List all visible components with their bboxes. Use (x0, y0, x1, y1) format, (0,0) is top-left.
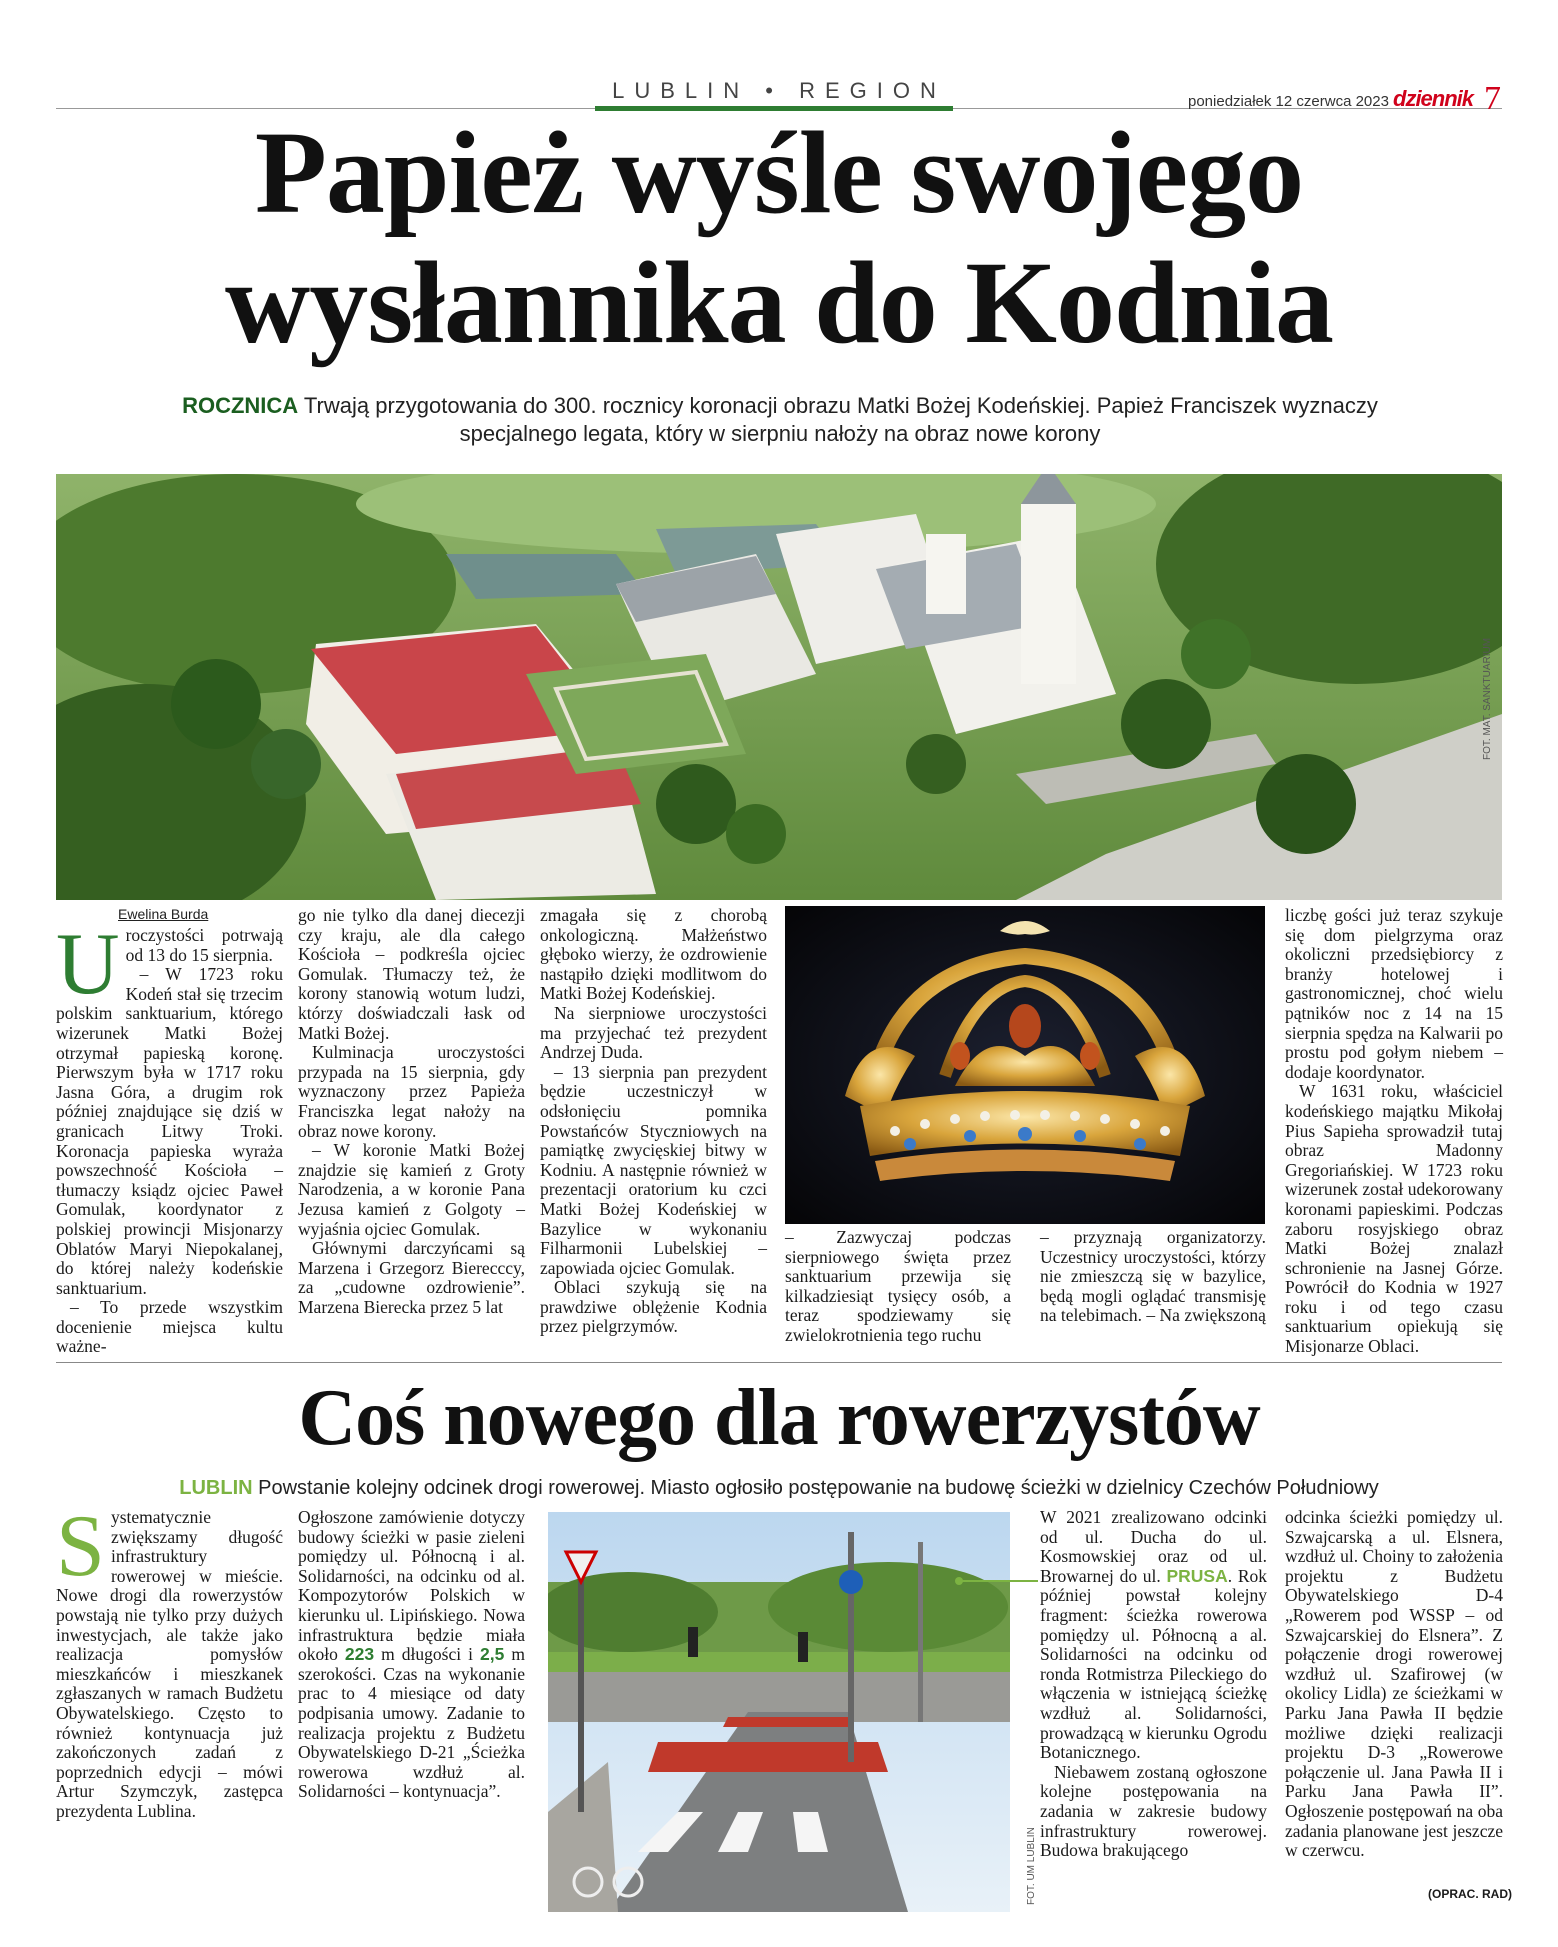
photo-credit: FOT. UM LUBLIN (1026, 1827, 1037, 1905)
byline: Ewelina Burda (118, 906, 209, 922)
paragraph: Niebawem zostaną ogłoszone kolejne postępowania na zadania w zakresie budowy infrastruktury rowerowej. Budowa brakującego (1040, 1761, 1267, 1861)
callout-line (960, 1580, 1038, 1582)
paragraph: – 13 sierpnia pan prezydent będzie uczestniczył w odsłonięciu pomnika Powstańców Styczniowych na pamiątkę zwycięskiej bitwy w Kodniu. A następnie również w prezentacji oratorium ku czci Matki Bożej Kodeńskiej w Bazylice w wykonaniu Filharmonii Lubelskiej – zapowiada ojciec Gomulak. (540, 1061, 767, 1278)
paragraph: Oblaci szykują się na prawdziwe oblężenie Kodnia przez pielgrzymów. (540, 1277, 767, 1337)
lead-kicker: LUBLIN (179, 1477, 253, 1499)
paragraph: W 1631 roku, właściciel kodeńskiego majątku Mikołaj Pius Sapieha sprowadził tutaj obraz Madonny Gregoriańskiej. W 1723 roku wizerunek został udekorowany koronami papieskimi. Podczas zaboru rosyjskiego obraz Matki Bożej znalazł schronienie na Jasnej Górze. Powrócił do Kodnia w 1927 roku i od tego czasu sanktuarium opiekują się Misjonarze Oblaci. (1285, 1081, 1503, 1357)
article1-column-1 (56, 916, 283, 1357)
paragraph: – W 1723 roku Kodeń stał się trzecim polskim sanktuarium, którego wizerunek Matki Bożej otrzymał papieską koronę. Pierwszym była w 1717 roku Jasna Góra, a drugim rok później znajdujące się dziś w granicach Litwy Troki. Koronacja papieska wyraża powszechność Kościoła – tłumaczy ksiądz ojciec Paweł Gomulak, koordynator z polskiej prowincji Misjonarzy Oblatów Maryi Niepokalanej, do której należy kodeńskie sanktuarium. (56, 964, 283, 1298)
article2-column-4 (1285, 1508, 1503, 1908)
newspaper-logo: dziennik (1393, 86, 1474, 111)
headline-article-2: Coś nowego dla rowerzystów (298, 1374, 1260, 1462)
article2-column-1 (56, 1498, 283, 1908)
article1-column-4 (785, 1228, 1011, 1358)
text-run: W 2021 zrealizowano odcinki od ul. Ducha do ul. Kosmowskiej oraz od ul. Browarnej do ul. (1040, 1507, 1267, 1586)
paragraph: Głównymi darczyńcami są Marzena i Grzegorz Bierecccy, za „cudowne ozdrowienie”. Marzena Bierecka przez 5 lat (298, 1238, 525, 1317)
lead-text-1: Trwają przygotowania do 300. rocznicy koronacji obrazu Matki Bożej Kodeńskiej. Papież Franciszek wyznaczy (298, 393, 1378, 418)
article1-column-2 (298, 906, 525, 1356)
photo-credit: FOT. MAT. SANKTUARIUM (1482, 637, 1493, 760)
paragraph (298, 1508, 525, 1802)
dropcap: S (56, 1498, 105, 1595)
length-value: 223 (344, 1644, 375, 1665)
headline-line-1: Papież wyśle swojego (254, 107, 1304, 238)
issue-date: poniedziałek 12 czerwca 2023 (1188, 93, 1389, 110)
bike-path-photo (548, 1512, 1010, 1912)
text-run: m długości i (374, 1644, 481, 1665)
section-label: LUBLIN • REGION (612, 78, 946, 103)
article2-column-3 (1040, 1508, 1267, 1908)
article1-column-3 (540, 906, 767, 1356)
article2-lead (56, 1474, 1502, 1502)
article1-column-6 (1285, 906, 1503, 1356)
dropcap: U (56, 916, 120, 1013)
paragraph: liczbę gości już teraz szykuje się dom pielgrzyma oraz okoliczni przedsiębiorcy z branży hotelowej i gastronomicznej, choć wielu pątników noc z 14 na 15 sierpnia spędza na Kalwarii po prostu pod gołym niebem – dodaje koordynator. (1285, 905, 1503, 1082)
article2-column-2 (298, 1508, 525, 1908)
paragraph: Kulminacja uroczystości przypada na 15 sierpnia, gdy wyznaczony przez Papieża Franciszka legat nałoży na obraz nowe korony. (298, 1042, 525, 1141)
paragraph: zmagała się z chorobą onkologiczną. Małżeństwo głęboko wierzy, że ozdrowienie nastąpiło dzięki modlitwom do Matki Bożej Kodeńskiej. (540, 905, 767, 1004)
paragraph: – Zazwyczaj podczas sierpniowego święta przez sanktuarium przewija się kilkadziesiąt tysięcy osób, a teraz spodziewamy się zwielokrotnienia tego ruchu (785, 1227, 1011, 1345)
headline-line-2: wysłannika do Kodnia (224, 237, 1334, 368)
paragraph (1040, 1508, 1267, 1763)
text-run: Ogłoszone zamówienie dotyczy budowy ścieżki w pasie zieleni pomiędzy ul. Północną i al. Solidarności, na odcinku od al. Kompozytorów Polskich w kierunku ul. Lipińskiego. Nowa infrastruktura będzie miała około (298, 1507, 525, 1665)
paragraph: roczystości potrwają od 13 do 15 sierpnia. (125, 925, 283, 965)
paragraph: odcinka ścieżki pomiędzy ul. Szwajcarską a ul. Elsnera, wzdłuż ul. Choiny to założenia projektu z Budżetu Obywatelskiego D-4 „Rowerem pod WSSP – od Szwajcarskiej do Elsnera”. Z połączenie drogi rowerowej wzdłuż ul. Szafirowej (w okolicy Lidla) ze ścieżkami w Parku Jana Pawła II będzie możliwe dzięki realizacji projektu D-3 „Rowerowe połączenie ul. Jana Pawła II i Parku Jana Pawła II”. Ogłoszenie postępowań na oba zadania planowane jest jeszcze w czerwcu. (1285, 1507, 1503, 1861)
lead-kicker: ROCZNICA (182, 393, 299, 418)
text-run: . Rok później powstał kolejny fragment: ścieżka rowerowa pomiędzy ul. Północną a al. Solidarności na odcinku od ronda Rotmistrza Pileckiego do włączenia w istniejącą ścieżkę wzdłuż al. Solidarności, prowadzącą w kierunku Ogrodu Botanicznego. (1040, 1565, 1267, 1763)
aerial-photo-sanctuary (56, 474, 1502, 900)
paragraph: – To przede wszystkim docenienie miejsca kultu ważne- (56, 1297, 283, 1357)
paragraph: – przyznają organizatorzy. Uczestnicy uroczystości, którzy nie zmieszczą się w bazylice, będą mogli oglądać transmisję na telebimach. – Na zwiększoną (1040, 1227, 1266, 1326)
paragraph: – W koronie Matki Bożej znajdzie się kamień z Groty Narodzenia, a w koronie Pana Jezusa kamień z Golgoty – wyjaśnia ojciec Gomulak. (298, 1140, 525, 1239)
street-highlight: PRUSA (1166, 1565, 1228, 1586)
width-value: 2,5 (480, 1644, 505, 1665)
text-run: m szerokości. Czas na wykonanie prac to 4 miesiące od daty podpisania umowy. Zadanie to realizacja projektu z Budżetu Obywatelskiego D-21 „Ścieżka rowerowa wzdłuż al. Solidarności – kontynuacja”. (298, 1644, 525, 1802)
page-number: 7 (1484, 80, 1501, 117)
paragraph: Na sierpniowe uroczystości ma przyjechać też prezydent Andrzej Duda. (540, 1002, 767, 1063)
article-divider (56, 1362, 1502, 1363)
author-credit: (OPRAC. RAD) (1428, 1887, 1512, 1901)
paragraph: ystematycznie zwiększamy długość infrastruktury rowerowej w mieście. Nowe drogi dla rowerzystów powstają nie tylko przy dużych inwestycjach, ale także jako realizacja pomysłów mieszkańców i mieszkanek zgłaszanych w ramach Budżetu Obywatelskiego. Często to również kontynuacja już zakończonych zadań z poprzednich edycji – mówi Artur Szymczyk, zastępca prezydenta Lublina. (56, 1507, 283, 1821)
lead-text: Powstanie kolejny odcinek drogi rowerowej. Miasto ogłosiło postępowanie na budowę ścieżki w dzielnicy Czechów Południowy (252, 1477, 1379, 1499)
callout-dot (955, 1577, 963, 1585)
crown-photo (785, 906, 1265, 1224)
paragraph: go nie tylko dla danej diecezji czy kraju, ale dla całego Kościoła – podkreśla ojciec Gomulak. Tłumaczy też, że korony stanowią wotum ludzi, którzy doświadczali łask od Matki Bożej. (298, 905, 525, 1043)
article1-column-5 (1040, 1228, 1266, 1358)
lead-text-2: specjalnego legata, który w sierpniu nałoży na obraz nowe korony (459, 421, 1101, 446)
article1-lead (70, 392, 1490, 448)
